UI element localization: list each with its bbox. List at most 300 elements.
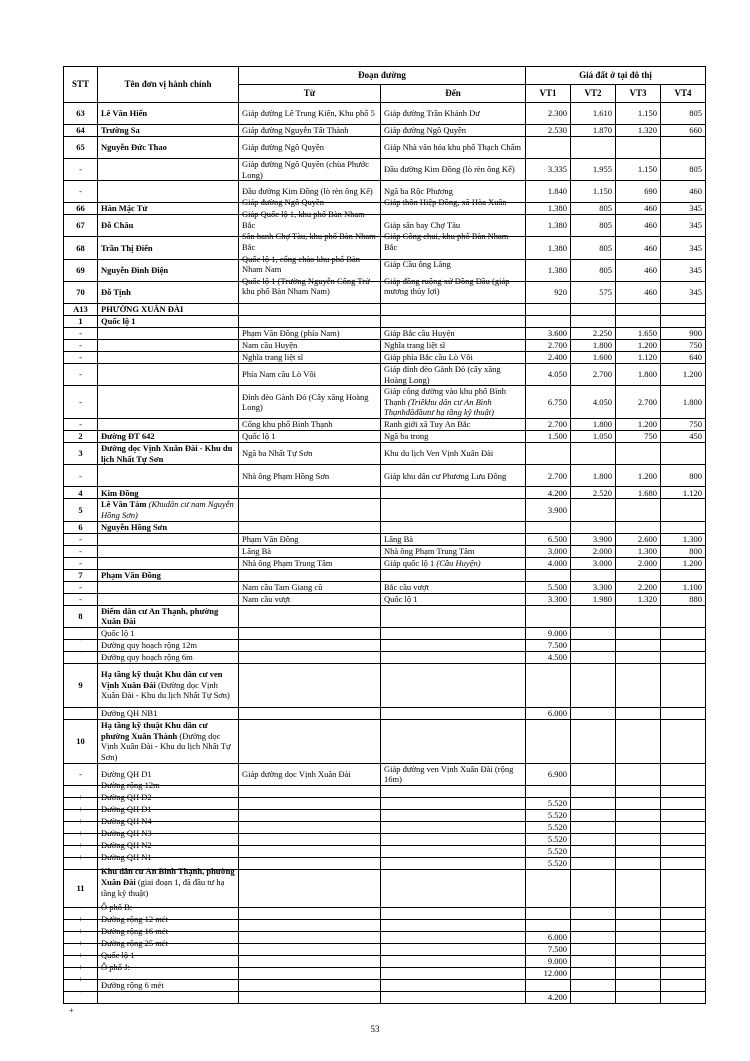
cell-vt4: 345 — [661, 203, 706, 215]
cell-vt2: 3.900 — [571, 533, 616, 545]
cell-vt2: 3.300 — [571, 581, 616, 593]
cell-vt2 — [571, 809, 616, 821]
cell-vt3 — [616, 869, 661, 907]
table-row — [64, 315, 706, 327]
cell-vt2: 1.800 — [571, 465, 616, 487]
cell-vt3: 1.800 — [616, 363, 661, 385]
cell-vt1: 5.520 — [526, 845, 571, 857]
cell-vt4 — [661, 785, 706, 797]
table-row — [64, 327, 706, 339]
cell-vt2: 2.000 — [571, 545, 616, 557]
cell-name — [98, 545, 239, 557]
cell-tu — [239, 605, 381, 627]
cell-tu: Giáp đường Ngô Quyền (chùa Phước Long) — [239, 159, 381, 181]
cell-name — [98, 581, 239, 593]
cell-vt2: 1.600 — [571, 351, 616, 363]
cell-name — [98, 533, 239, 545]
table-row — [64, 465, 706, 487]
cell-stt: 7 — [64, 569, 98, 581]
cell-den — [381, 845, 526, 857]
cell-vt3 — [616, 821, 661, 833]
cell-stt: A13 — [64, 303, 98, 315]
cell-stt: 65 — [64, 137, 98, 159]
cell-vt1: 2.700 — [526, 465, 571, 487]
table-row — [64, 431, 706, 443]
cell-vt3: 1.320 — [616, 593, 661, 605]
cell-name — [98, 159, 239, 181]
table-body — [64, 103, 706, 1004]
cell-name: Đường QH NB1 — [98, 707, 239, 719]
cell-vt1: 5.500 — [526, 581, 571, 593]
cell-vt2: 2.520 — [571, 487, 616, 499]
table-row — [64, 627, 706, 639]
cell-vt3: 1.650 — [616, 327, 661, 339]
cell-name: Đường QH N2 — [98, 845, 239, 857]
cell-vt1: 5.520 — [526, 821, 571, 833]
cell-name: Đường QH D1 — [98, 809, 239, 821]
cell-name — [98, 991, 239, 1003]
cell-tu: Nhà ông Phạm Hồng Sơn — [239, 465, 381, 487]
table-row — [64, 545, 706, 557]
cell-tu — [239, 627, 381, 639]
table-row — [64, 103, 706, 125]
cell-vt4 — [661, 663, 706, 707]
cell-stt: 3 — [64, 443, 98, 465]
cell-vt1: 2.400 — [526, 351, 571, 363]
cell-vt4 — [661, 707, 706, 719]
cell-vt1 — [526, 869, 571, 907]
cell-tu: Nghĩa trang liệt sĩ — [239, 351, 381, 363]
cell-tu — [239, 967, 381, 979]
cell-vt1: 2.700 — [526, 419, 571, 431]
cell-den — [381, 487, 526, 499]
header-row-1 — [64, 67, 706, 85]
cell-name: Đường rộng 12m — [98, 785, 239, 797]
cell-tu: Giáp đường Ngô Quyền — [239, 137, 381, 159]
cell-name — [98, 327, 239, 339]
cell-tu — [239, 845, 381, 857]
cell-stt: 63 — [64, 103, 98, 125]
cell-name: Nguyễn Hồng Sơn — [98, 521, 239, 533]
cell-vt4 — [661, 443, 706, 465]
cell-stt: 10 — [64, 719, 98, 763]
cell-vt2 — [571, 797, 616, 809]
cell-vt4: 800 — [661, 545, 706, 557]
cell-tu — [239, 943, 381, 955]
cell-vt4: 1.300 — [661, 533, 706, 545]
cell-vt4: 805 — [661, 159, 706, 181]
cell-name: Trần Thị Điển — [98, 237, 239, 259]
cell-vt4 — [661, 869, 706, 907]
cell-den — [381, 821, 526, 833]
cell-vt3 — [616, 137, 661, 159]
cell-stt: - — [64, 707, 98, 719]
cell-name — [98, 339, 239, 351]
cell-name: Quốc lộ 1 — [98, 955, 239, 967]
cell-vt1: 1.380 — [526, 237, 571, 259]
cell-tu — [239, 303, 381, 315]
cell-stt: 2 — [64, 431, 98, 443]
cell-den — [381, 907, 526, 919]
cell-vt1: 6.000 — [526, 931, 571, 943]
cell-vt3: 1.150 — [616, 159, 661, 181]
cell-vt3 — [616, 303, 661, 315]
cell-vt2 — [571, 785, 616, 797]
cell-vt3 — [616, 955, 661, 967]
cell-den — [381, 797, 526, 809]
cell-vt3 — [616, 785, 661, 797]
cell-vt2 — [571, 907, 616, 919]
cell-vt4 — [661, 943, 706, 955]
cell-name — [98, 465, 239, 487]
cell-vt1: 1.380 — [526, 203, 571, 215]
cell-vt1: 5.520 — [526, 857, 571, 869]
cell-vt4 — [661, 137, 706, 159]
cell-den — [381, 869, 526, 907]
cell-vt4: 460 — [661, 181, 706, 203]
cell-vt1: 4.200 — [526, 487, 571, 499]
cell-vt4 — [661, 907, 706, 919]
cell-name: Đường QH N4 — [98, 821, 239, 833]
cell-vt3: 460 — [616, 203, 661, 215]
cell-tu — [239, 639, 381, 651]
table-row — [64, 237, 706, 259]
cell-vt1 — [526, 569, 571, 581]
table-header — [64, 67, 706, 103]
cell-vt3 — [616, 521, 661, 533]
cell-stt: - — [64, 581, 98, 593]
cell-tu: Phạm Văn Đồng (phía Nam) — [239, 327, 381, 339]
cell-tu: Nam cầu vượt — [239, 593, 381, 605]
cell-vt2 — [571, 707, 616, 719]
cell-name — [98, 181, 239, 203]
cell-vt4 — [661, 809, 706, 821]
cell-stt: - — [64, 763, 98, 785]
table-row — [64, 303, 706, 315]
cell-vt4 — [661, 627, 706, 639]
cell-stt: - — [64, 557, 98, 569]
table-row — [64, 569, 706, 581]
cell-vt4: 450 — [661, 431, 706, 443]
cell-name: Đường ĐT 642 — [98, 431, 239, 443]
cell-vt3: 1.200 — [616, 465, 661, 487]
cell-vt3: 460 — [616, 259, 661, 281]
cell-vt2 — [571, 315, 616, 327]
cell-vt1: 7.500 — [526, 943, 571, 955]
cell-vt2 — [571, 763, 616, 785]
cell-den: Giáp đồng ruộng xứ Đồng Đầu (giáp mương thủy lợi) — [381, 281, 526, 303]
cell-den — [381, 719, 526, 763]
cell-den: Giáp đường Ngô Quyền — [381, 125, 526, 137]
cell-tu: Giáp Quốc lộ 1, khu phố Bàn Nham Bắc — [239, 215, 381, 237]
cell-vt2: 1.800 — [571, 419, 616, 431]
cell-vt4 — [661, 833, 706, 845]
cell-den: Nhà ông Phạm Trung Tâm — [381, 545, 526, 557]
cell-vt3 — [616, 919, 661, 931]
cell-vt2: 1.610 — [571, 103, 616, 125]
cell-name: Ô phố B: — [98, 907, 239, 919]
cell-name: Lê Văn Hiển — [98, 103, 239, 125]
cell-vt4: 1.800 — [661, 386, 706, 419]
table-row — [64, 137, 706, 159]
cell-tu — [239, 707, 381, 719]
cell-stt: - — [64, 363, 98, 385]
table-row — [64, 203, 706, 215]
table-row — [64, 487, 706, 499]
cell-stt: + — [64, 845, 98, 857]
cell-vt2: 1.150 — [571, 181, 616, 203]
cell-stt: - — [64, 339, 98, 351]
col-header-name: Tên đơn vị hành chính — [98, 67, 239, 103]
cell-vt2 — [571, 931, 616, 943]
cell-name — [98, 351, 239, 363]
cell-vt4 — [661, 763, 706, 785]
cell-vt2 — [571, 605, 616, 627]
cell-vt3 — [616, 663, 661, 707]
cell-vt1: 3.900 — [526, 499, 571, 521]
cell-stt: 4 — [64, 487, 98, 499]
cell-tu: Nam cầu Tam Giang cũ — [239, 581, 381, 593]
cell-tu: Phạm Văn Đồng — [239, 533, 381, 545]
cell-den — [381, 979, 526, 991]
cell-den — [381, 943, 526, 955]
cell-vt4 — [661, 797, 706, 809]
col-header-vt2: VT2 — [571, 85, 616, 103]
cell-vt3 — [616, 315, 661, 327]
cell-tu — [239, 857, 381, 869]
cell-vt1 — [526, 443, 571, 465]
cell-vt3 — [616, 763, 661, 785]
cell-den: Giáp Cầu ông Lãng — [381, 259, 526, 281]
cell-vt3: 2.000 — [616, 557, 661, 569]
cell-stt: 5 — [64, 499, 98, 521]
cell-vt4: 900 — [661, 327, 706, 339]
cell-stt: - — [64, 351, 98, 363]
cell-vt2 — [571, 137, 616, 159]
cell-name: Đỗ Châu — [98, 215, 239, 237]
table-wrapper — [63, 66, 705, 1015]
col-header-vt3: VT3 — [616, 85, 661, 103]
cell-den: Giáp cổng đường vào khu phố Bình Thạnh (Triềkhu dân cư An Bình Thạnhđãđầutư hạ tầng kỹ thuật) — [381, 386, 526, 419]
cell-stt: 9 — [64, 663, 98, 707]
cell-vt1: 920 — [526, 281, 571, 303]
cell-name — [98, 419, 239, 431]
cell-vt2 — [571, 821, 616, 833]
cell-tu: Giáp đường dọc Vịnh Xuân Đài — [239, 763, 381, 785]
table-row — [64, 719, 706, 763]
cell-vt3 — [616, 627, 661, 639]
cell-vt4 — [661, 499, 706, 521]
cell-vt1: 4.500 — [526, 651, 571, 663]
cell-den: Ngã ba Rộc Phương — [381, 181, 526, 203]
cell-den: Giáp Cống chui, khu phố Bàn Nham Bắc — [381, 237, 526, 259]
cell-tu — [239, 907, 381, 919]
cell-stt: 69 — [64, 259, 98, 281]
cell-vt2 — [571, 303, 616, 315]
cell-vt4: 345 — [661, 281, 706, 303]
cell-vt1 — [526, 605, 571, 627]
cell-vt2 — [571, 967, 616, 979]
cell-stt: + — [64, 979, 98, 991]
cell-tu — [239, 869, 381, 907]
cell-den — [381, 931, 526, 943]
cell-vt3: 2.600 — [616, 533, 661, 545]
cell-name: Kim Đồng — [98, 487, 239, 499]
cell-name — [98, 593, 239, 605]
cell-vt2: 2.700 — [571, 363, 616, 385]
cell-tu: Nhà ông Phạm Trung Tâm — [239, 557, 381, 569]
cell-den: Giáp Nhà văn hóa khu phố Thạch Chẩm — [381, 137, 526, 159]
cell-den — [381, 967, 526, 979]
table-row — [64, 991, 706, 1003]
cell-vt1: 9.000 — [526, 627, 571, 639]
cell-stt: - — [64, 785, 98, 797]
cell-stt: 6 — [64, 521, 98, 533]
cell-vt1: 1.380 — [526, 215, 571, 237]
cell-vt3 — [616, 857, 661, 869]
cell-vt2: 805 — [571, 215, 616, 237]
cell-stt: - — [64, 593, 98, 605]
cell-stt: + — [64, 857, 98, 869]
table-row — [64, 581, 706, 593]
cell-vt4: 345 — [661, 215, 706, 237]
cell-vt4 — [661, 955, 706, 967]
cell-vt2 — [571, 443, 616, 465]
cell-den — [381, 605, 526, 627]
cell-tu: Lăng Bà — [239, 545, 381, 557]
cell-den — [381, 809, 526, 821]
cell-name: Đỗ Tịnh — [98, 281, 239, 303]
cell-vt4 — [661, 303, 706, 315]
cell-vt1: 2.300 — [526, 103, 571, 125]
cell-den — [381, 991, 526, 1003]
table-row — [64, 499, 706, 521]
cell-vt1: 6.000 — [526, 707, 571, 719]
cell-vt3: 460 — [616, 281, 661, 303]
cell-tu — [239, 315, 381, 327]
cell-vt2: 575 — [571, 281, 616, 303]
cell-tu — [239, 499, 381, 521]
cell-tu — [239, 719, 381, 763]
cell-vt3 — [616, 943, 661, 955]
cell-den — [381, 303, 526, 315]
cell-stt: + — [64, 955, 98, 967]
cell-vt3 — [616, 639, 661, 651]
cell-vt4 — [661, 931, 706, 943]
page-number: 53 — [370, 1024, 380, 1034]
cell-vt2 — [571, 639, 616, 651]
cell-vt4: 1.100 — [661, 581, 706, 593]
cell-stt: - — [64, 327, 98, 339]
cell-stt: + — [64, 931, 98, 943]
cell-vt1: 4.050 — [526, 363, 571, 385]
cell-vt4 — [661, 639, 706, 651]
table-row — [64, 605, 706, 627]
cell-vt3 — [616, 845, 661, 857]
cell-vt4 — [661, 919, 706, 931]
cell-vt4 — [661, 967, 706, 979]
cell-den — [381, 663, 526, 707]
cell-vt3 — [616, 797, 661, 809]
cell-den — [381, 627, 526, 639]
cell-stt: 68 — [64, 237, 98, 259]
cell-name: Đường rộng 6 mét — [98, 979, 239, 991]
cell-vt2 — [571, 869, 616, 907]
cell-den — [381, 651, 526, 663]
cell-name: Đường quy hoạch rộng 6m — [98, 651, 239, 663]
table-row — [64, 125, 706, 137]
table-row — [64, 351, 706, 363]
cell-vt4 — [661, 651, 706, 663]
cell-stt: + — [64, 797, 98, 809]
cell-tu: Quốc lộ 1 (Trường Nguyễn Công Trứ - khu phố Bàn Nham Nam) — [239, 281, 381, 303]
table-row — [64, 521, 706, 533]
col-header-tu: Từ — [239, 85, 381, 103]
cell-den — [381, 315, 526, 327]
cell-vt3: 1.120 — [616, 351, 661, 363]
cell-vt2 — [571, 569, 616, 581]
cell-den: Giáp đường Trần Khánh Dư — [381, 103, 526, 125]
table-row — [64, 557, 706, 569]
cell-vt2: 4.050 — [571, 386, 616, 419]
cell-stt: - — [64, 386, 98, 419]
cell-stt: - — [64, 159, 98, 181]
col-header-doan-duong: Đoạn đường — [239, 67, 526, 85]
cell-vt1 — [526, 137, 571, 159]
cell-vt2: 3.000 — [571, 557, 616, 569]
cell-vt4 — [661, 821, 706, 833]
cell-den: Giáp đường ven Vịnh Xuân Đài (rộng 16m) — [381, 763, 526, 785]
cell-vt2 — [571, 919, 616, 931]
cell-vt4: 1.200 — [661, 557, 706, 569]
cell-vt1: 7.500 — [526, 639, 571, 651]
cell-tu — [239, 919, 381, 931]
cell-name: Đường QH D2 — [98, 797, 239, 809]
cell-stt: 70 — [64, 281, 98, 303]
cell-stt: - — [64, 533, 98, 545]
cell-vt1: 3.000 — [526, 545, 571, 557]
cell-vt4: 800 — [661, 465, 706, 487]
cell-vt4 — [661, 605, 706, 627]
cell-vt2 — [571, 833, 616, 845]
table-row — [64, 967, 706, 979]
cell-den — [381, 919, 526, 931]
col-header-gia: Giá đất ở tại đô thị — [526, 67, 706, 85]
cell-stt: - — [64, 627, 98, 639]
cell-stt: 64 — [64, 125, 98, 137]
cell-vt3: 1.150 — [616, 103, 661, 125]
cell-name: Quốc lộ 1 — [98, 315, 239, 327]
cell-den: Giáp phía Bắc cầu Lò Vôi — [381, 351, 526, 363]
cell-vt1 — [526, 907, 571, 919]
cell-vt3: 460 — [616, 237, 661, 259]
cell-name: Đường rộng 12 mét — [98, 919, 239, 931]
cell-vt2: 1.980 — [571, 593, 616, 605]
cell-vt3 — [616, 967, 661, 979]
cell-den — [381, 569, 526, 581]
cell-vt3: 460 — [616, 215, 661, 237]
cell-vt4: 805 — [661, 103, 706, 125]
cell-tu — [239, 955, 381, 967]
cell-stt: 8 — [64, 605, 98, 627]
table-row — [64, 593, 706, 605]
table-row — [64, 419, 706, 431]
table-row — [64, 639, 706, 651]
cell-vt4 — [661, 521, 706, 533]
cell-name — [98, 557, 239, 569]
cell-vt1: 2.530 — [526, 125, 571, 137]
cell-vt1: 5.520 — [526, 809, 571, 821]
